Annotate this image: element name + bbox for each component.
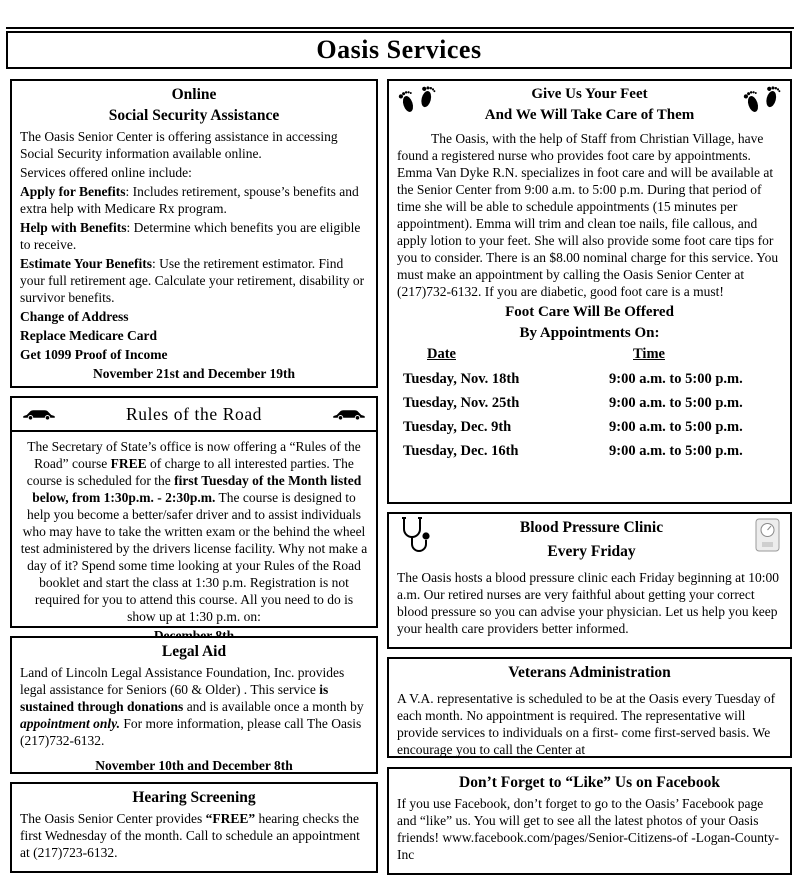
blood-pressure-header [397, 517, 782, 567]
legal-aid-text: and is available once a month by [183, 699, 364, 714]
section-legal-aid [10, 636, 378, 774]
schedule-time: 9:00 a.m. to 5:00 p.m. [609, 370, 743, 387]
section-foot-care [387, 79, 792, 504]
foot-care-title-line2: And We Will Take Care of Them [484, 107, 695, 123]
foot-care-subtitle1: Foot Care Will Be Offered [505, 304, 674, 320]
section-veterans [387, 657, 792, 758]
legal-aid-paragraph [20, 664, 368, 749]
foot-care-title-line1: Give Us Your Feet [531, 86, 648, 102]
section-rules-of-the-road [10, 396, 378, 628]
footprints-icon [397, 84, 437, 118]
foot-care-body: The Oasis, with the help of Staff from Christian Village, have found a registered nurse who provides foot care by appointments. Emma Van Dyke R.N. specializes in foot care and will be available at the Senior Center from 9:00 a.m. to 5:00 p.m. During that period of time she will be able to schedule appointments (15 minutes per appointment). Emma will trim and clean toe nails, file callous, and apply lotion to your feet. She will also provide some foot care tips for you to consider. There is an $8.00 nominal charge for this service. You must make an appointment by calling the Oasis Senior Center at (217)732-6132. If you are diabetic, good foot care is a must! [397, 131, 779, 299]
service-item-label: Get 1099 Proof of Income [20, 347, 168, 362]
service-item [20, 183, 368, 217]
schedule-time: 9:00 a.m. to 5:00 p.m. [609, 394, 743, 411]
legal-aid-text: Land of Lincoln Legal Assistance Foundation, Inc. provides legal assistance for Seniors (60 & Older) . This service [20, 665, 345, 697]
blood-pressure-titles [431, 517, 752, 567]
page-title: Oasis Services [316, 35, 482, 64]
blood-pressure-title-line2: Every Friday [547, 543, 636, 560]
social-security-dates: November 21st and December 19th [93, 366, 295, 381]
social-security-intro: The Oasis Senior Center is offering assistance in accessing Social Security information available online. [20, 129, 338, 161]
top-rule [6, 27, 794, 29]
schedule-date-header: Date [427, 346, 456, 362]
foot-care-subtitle2: By Appointments On: [519, 325, 660, 341]
rules-paragraph [20, 438, 368, 625]
service-item-label: Replace Medicare Card [20, 328, 157, 343]
blood-pressure-body: The Oasis hosts a blood pressure clinic each Friday beginning at 10:00 a.m. Our retired nurses are very faithful about getting your correct blood pressure so you can advise your physician. Let us help you keep your health care providers better informed. [397, 570, 780, 636]
left-column [10, 79, 378, 883]
rules-body [12, 432, 376, 650]
car-icon [332, 407, 366, 421]
rules-text: The course is designed to help you become a better/safer driver and to assist individuals who may have to take the written exam or the behind the wheel test administered by the drivers license facility. Why not make a day of it? Spend some time looking at your Rules of the Road booklet and start the class at 1:30 p.m. Registration is not required for you to attend this course. All you need to do is show up at 1:30 p.m. on: [20, 490, 368, 624]
schedule-header-row [397, 346, 782, 363]
facebook-title: Don’t Forget to “Like” Us on Facebook [459, 774, 720, 791]
stethoscope-icon [397, 517, 431, 559]
hearing-title: Hearing Screening [132, 789, 256, 806]
service-item-label: Change of Address [20, 309, 129, 324]
legal-aid-text: For more information, please call The Oasis (217)732-6132. [20, 716, 362, 748]
service-item [20, 308, 368, 325]
service-item [20, 255, 368, 306]
schedule-date: Tuesday, Nov. 25th [403, 394, 520, 411]
legal-aid-title: Legal Aid [161, 643, 227, 660]
schedule-time: 9:00 a.m. to 5:00 p.m. [609, 442, 743, 459]
schedule-date: Tuesday, Dec. 16th [403, 442, 519, 459]
blood-pressure-title-line1: Blood Pressure Clinic [519, 519, 664, 536]
service-item-label: Apply for Benefits [20, 184, 126, 199]
schedule-row [397, 391, 782, 415]
hearing-text: The Oasis Senior Center provides [20, 811, 206, 826]
service-item-desc: : Includes retirement, spouse’s benefits and extra help with Medicare Rx program. [20, 184, 359, 216]
foot-care-schedule-table [397, 346, 782, 463]
car-icon [22, 407, 56, 421]
schedule-row [397, 439, 782, 463]
hearing-free-bold: “FREE” [205, 811, 256, 826]
schedule-time: 9:00 a.m. to 5:00 p.m. [609, 418, 743, 435]
foot-care-header [397, 84, 782, 128]
schedule-time-header: Time [633, 346, 665, 362]
footprints-icon [742, 84, 782, 118]
service-item [20, 327, 368, 344]
veterans-body: A V.A. representative is scheduled to be at the Oasis every Tuesday of each month. No appointment is required. The representative will provide services to individuals on a first- come first-served basis. We encourage you to call the Center at [397, 691, 776, 757]
schedule-row [397, 367, 782, 391]
service-item [20, 219, 368, 253]
rules-header [12, 398, 376, 432]
rules-title: Rules of the Road [125, 403, 263, 424]
service-item-desc: : Use the retirement estimator. Find your full retirement age. Calculate your retirement, disability or survivor benefits. [20, 256, 365, 305]
social-security-title-online: Online [171, 86, 217, 103]
hearing-paragraph [20, 810, 368, 861]
schedule-row [397, 415, 782, 439]
legal-aid-donations-bold: is sustained through donations [20, 682, 329, 714]
section-hearing-screening [10, 782, 378, 873]
legal-aid-appointment-bold-italic: appointment only. [20, 716, 121, 731]
rules-text: of charge to all interested parties. The course is scheduled for the [26, 456, 354, 488]
service-item-label: Estimate Your Benefits [20, 256, 152, 271]
rules-schedule-bold: first Tuesday of the Month listed below, from 1:30p.m. - 2:30p.m. [32, 473, 362, 505]
facebook-body: If you use Facebook, don’t forget to go to the Oasis’ Facebook page and “like” us. You will get to see all the latest photos of your Oasis friends! www.facebook.com/pages/Senior-Citizens-of -Logan-County-Inc [397, 796, 779, 862]
masthead [6, 31, 792, 69]
foot-care-titles [437, 84, 742, 128]
rules-free-bold: FREE [110, 456, 147, 471]
service-item-label: Help with Benefits [20, 220, 127, 235]
hearing-text: hearing checks the first Wednesday of the month. Call to schedule an appointment at (217)723-6132. [20, 811, 360, 860]
blood-pressure-monitor-icon [752, 517, 782, 559]
rules-text: The Secretary of State’s office is now offering a “Rules of the Road” course [27, 439, 361, 471]
section-social-security [10, 79, 378, 388]
schedule-date: Tuesday, Nov. 18th [403, 370, 520, 387]
veterans-title: Veterans Administration [508, 664, 671, 681]
section-blood-pressure [387, 512, 792, 649]
social-security-title: Social Security Assistance [108, 107, 280, 124]
columns [10, 79, 792, 883]
right-column [387, 79, 792, 883]
service-item [20, 346, 368, 363]
legal-aid-dates: November 10th and December 8th [95, 758, 293, 773]
schedule-date: Tuesday, Dec. 9th [403, 418, 512, 435]
section-facebook [387, 767, 792, 875]
social-security-services-label: Services offered online include: [20, 165, 192, 180]
service-item-desc: : Determine which benefits you are eligible to receive. [20, 220, 361, 252]
